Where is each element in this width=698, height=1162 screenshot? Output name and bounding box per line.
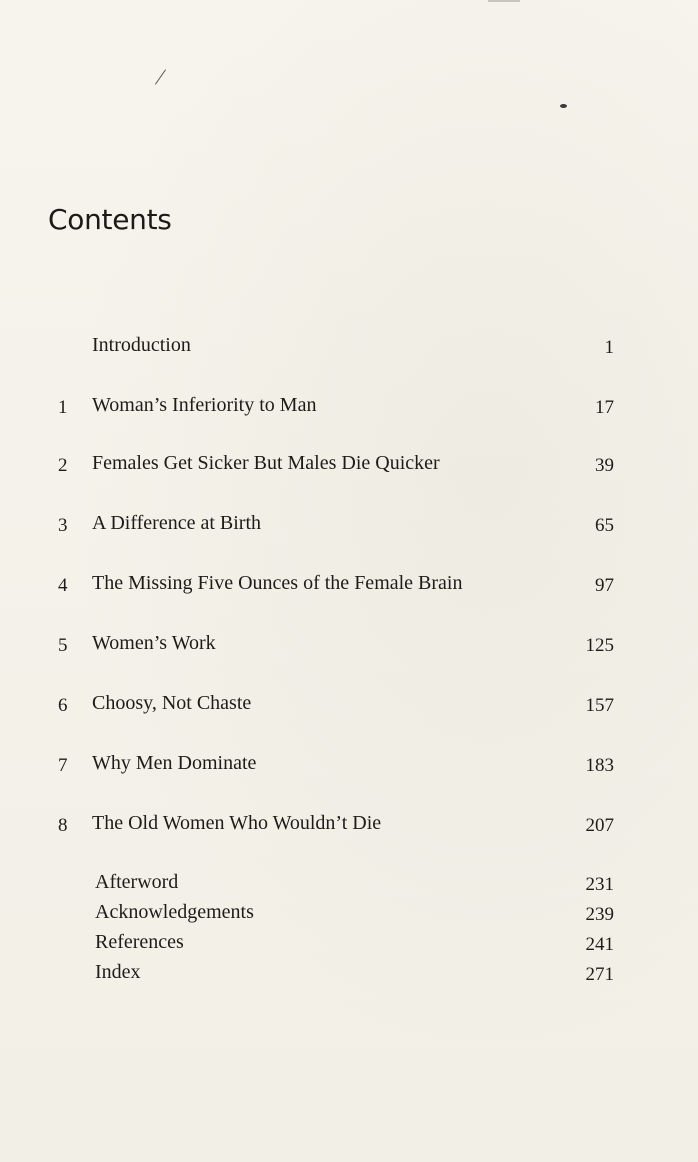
toc-entry-references [0,931,698,961]
toc-entry-chapter-6 [0,692,698,722]
chapter-title: Why Men Dominate [92,752,257,774]
page-number: 39 [595,455,614,476]
chapter-number: 4 [58,575,68,596]
chapter-title: Females Get Sicker But Males Die Quicker [92,452,440,474]
chapter-title: Woman’s Inferiority to Man [92,394,317,416]
page-number: 271 [585,964,614,985]
toc-entry-chapter-4 [0,572,698,602]
chapter-title: The Old Women Who Wouldn’t Die [92,812,382,834]
chapter-title: The Missing Five Ounces of the Female Brain [92,572,463,594]
toc-entry-chapter-8 [0,812,698,842]
ink-speck [560,104,567,108]
toc-entry-chapter-7 [0,752,698,782]
page-number: 231 [585,874,614,895]
page-edge-mark [488,0,520,2]
toc-entry-acknowledgements [0,901,698,931]
toc-entry-introduction [0,334,698,364]
chapter-number: 6 [58,695,68,716]
chapter-number: 5 [58,635,68,656]
section-title: References [95,931,184,953]
chapter-number: 2 [58,455,68,476]
toc-entry-chapter-5 [0,632,698,662]
chapter-title: Choosy, Not Chaste [92,692,252,714]
page-number: 17 [595,397,614,418]
chapter-number: 1 [58,397,68,418]
page-number: 183 [585,755,614,776]
chapter-title: A Difference at Birth [92,512,262,534]
section-title: Acknowledgements [95,901,254,923]
toc-entry-chapter-3 [0,512,698,542]
pencil-mark [155,69,166,84]
section-title: Afterword [95,871,179,893]
page-number: 97 [595,575,614,596]
page-number: 241 [585,934,614,955]
section-title: Index [95,961,141,983]
chapter-number: 7 [58,755,68,776]
page-number: 157 [585,695,614,716]
page-number: 65 [595,515,614,536]
page-number: 1 [604,337,614,358]
contents-heading: Contents [48,203,172,236]
toc-entry-index [0,961,698,991]
page-number: 239 [585,904,614,925]
toc-entry-afterword [0,871,698,901]
chapter-title: Women’s Work [92,632,216,654]
page-number: 207 [585,815,614,836]
toc-entry-chapter-1 [0,394,698,424]
page-number: 125 [585,635,614,656]
chapter-title: Introduction [92,334,191,356]
toc-entry-chapter-2 [0,452,698,482]
chapter-number: 8 [58,815,68,836]
chapter-number: 3 [58,515,68,536]
